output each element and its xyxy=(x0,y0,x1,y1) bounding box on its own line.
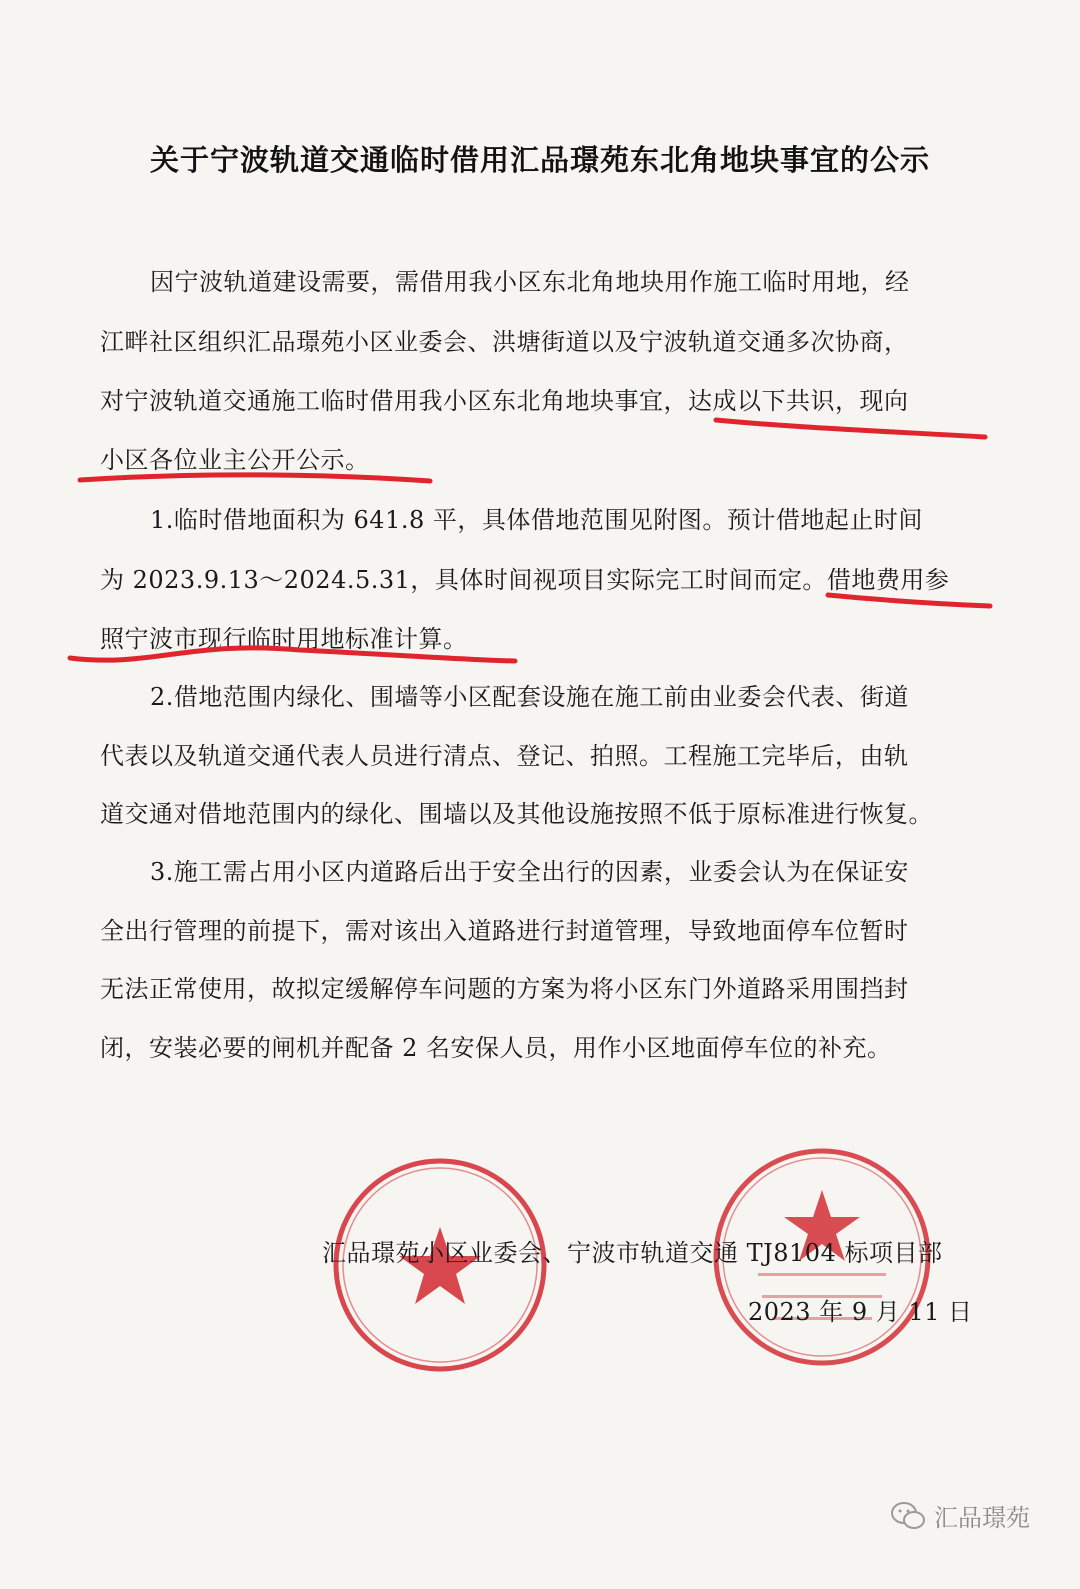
underline-consensus xyxy=(716,420,985,437)
issuing-organizations: 汇品璟苑小区业委会、宁波市轨道交通 TJ8104 标项目部 xyxy=(322,1239,943,1267)
underline-fee-start xyxy=(828,595,990,606)
watermark-text: 汇品璟苑 xyxy=(934,1504,1030,1532)
item-2-line-1: 2.借地范围内绿化、围墙等小区配套设施在施工前由业委会代表、街道 xyxy=(150,683,909,711)
body-line-3: 对宁波轨道交通施工临时借用我小区东北角地块事宜，达成以下共识，现向 xyxy=(100,387,909,415)
item-1-line-2: 为 2023.9.13～2024.5.31，具体时间视项目实际完工时间而定。借地费用参 xyxy=(100,566,950,594)
item-2-line-3: 道交通对借地范围内的绿化、围墙以及其他设施按照不低于原标准进行恢复。 xyxy=(100,800,933,828)
page-title: 关于宁波轨道交通临时借用汇品璟苑东北角地块事宜的公示 xyxy=(149,143,930,177)
item-3-line-1: 3.施工需占用小区内道路后出于安全出行的因素，业委会认为在保证安 xyxy=(150,858,909,886)
underline-public-notice xyxy=(80,475,430,481)
item-3-line-3: 无法正常使用，故拟定缓解停车问题的方案为将小区东门外道路采用围挡封 xyxy=(100,975,909,1003)
wechat-watermark xyxy=(890,1498,1030,1533)
item-2-line-2: 代表以及轨道交通代表人员进行清点、登记、拍照。工程施工完毕后，由轨 xyxy=(100,742,909,770)
wechat-icon xyxy=(890,1501,926,1531)
body-line-4: 小区各位业主公开公示。 xyxy=(100,446,370,474)
item-1-line-3: 照宁波市现行临时用地标准计算。 xyxy=(100,625,468,653)
issue-date: 2023 年 9 月 11 日 xyxy=(748,1298,973,1326)
body-line-1: 因宁波轨道建设需要，需借用我小区东北角地块用作施工临时用地，经 xyxy=(150,268,910,296)
body-line-2: 江畔社区组织汇品璟苑小区业委会、洪塘街道以及宁波轨道交通多次协商， xyxy=(100,328,909,356)
item-1-line-1: 1.临时借地面积为 641.8 平，具体借地范围见附图。预计借地起止时间 xyxy=(150,506,923,534)
item-3-line-2: 全出行管理的前提下，需对该出入道路进行封道管理，导致地面停车位暂时 xyxy=(100,917,909,945)
item-3-line-4: 闭，安装必要的闸机并配备 2 名安保人员，用作小区地面停车位的补充。 xyxy=(100,1034,892,1062)
